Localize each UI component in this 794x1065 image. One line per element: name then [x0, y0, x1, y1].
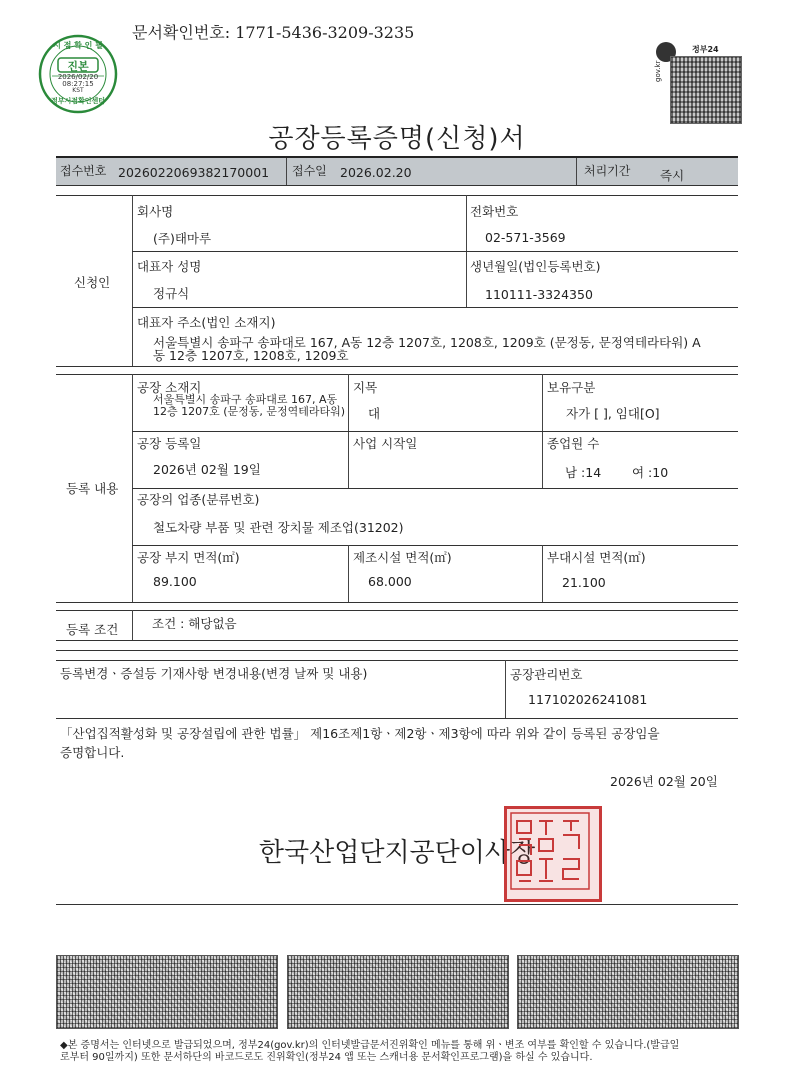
verification-barcode-1	[56, 955, 278, 1029]
doc-confirm-value: 1771-5436-3209-3235	[235, 23, 415, 42]
processing-period-label: 처리기간	[584, 164, 631, 178]
site-area-label: 공장 부지 면적(㎡)	[137, 550, 240, 565]
aux-area: 21.100	[562, 575, 606, 590]
representative-name: 정규식	[153, 286, 190, 301]
company-name: (주)태마루	[153, 231, 212, 246]
verification-barcode-2	[287, 955, 509, 1029]
birth-label: 생년월일(법인등록번호)	[470, 259, 601, 274]
aux-area-label: 부대시설 면적(㎡)	[547, 550, 646, 565]
birth-number: 110111-3324350	[485, 287, 593, 302]
receipt-date: 2026.02.20	[340, 165, 412, 180]
certification-date: 2026년 02월 20일	[610, 774, 718, 789]
footer-note-line-2: 로부터 90일까지) 또한 문서하단의 바코드로도 진위확인(정부24 앱 또는 스캐너용 문서확인프로그램)을 하실 수 있습니다.	[60, 1052, 593, 1063]
address-line-2: 동 12층 1207호, 1208호, 1209호	[153, 348, 349, 363]
verification-barcode-3	[517, 955, 739, 1029]
registration-section-label: 등록 내용	[66, 481, 119, 496]
representative-label: 대표자 성명	[137, 259, 202, 274]
ownership-label: 보유구분	[547, 380, 596, 395]
stamp-tz: KST	[72, 87, 84, 94]
company-label: 회사명	[137, 204, 174, 219]
land-category: 대	[368, 406, 381, 421]
stamp-center-text: 진본	[67, 60, 89, 73]
doc-confirm-number: 문서확인번호: 1771-5436-3209-3235	[132, 23, 415, 42]
ownership-value: 자가 [ ], 임대[O]	[566, 406, 660, 421]
mgmt-number: 117102026241081	[528, 692, 648, 707]
applicant-section-label: 신청인	[74, 275, 111, 290]
land-category-label: 지목	[353, 380, 378, 395]
industry-value: 철도차량 부품 및 관련 장치물 제조업(31202)	[153, 520, 404, 535]
factory-location: 서울특별시 송파구 송파대로 167, A동 12층 1207호 (문정동, 문정역테라타워)	[153, 393, 346, 418]
business-start-label: 사업 시작일	[353, 436, 418, 451]
phone-label: 전화번호	[470, 204, 519, 219]
phone-number: 02-571-3569	[485, 230, 566, 245]
mfg-area: 68.000	[368, 574, 412, 589]
site-area: 89.100	[153, 574, 197, 589]
gov24-qr-code	[670, 56, 742, 124]
receipt-date-label: 접수일	[292, 164, 327, 178]
stamp-top-text: 시 점 확 인 필	[53, 41, 103, 50]
employees-female: 여 :10	[632, 465, 669, 480]
registration-date: 2026년 02월 19일	[153, 462, 261, 477]
gov24-domain: gov.kr	[654, 60, 662, 82]
mfg-area-label: 제조시설 면적(㎡)	[353, 550, 452, 565]
receipt-number-label: 접수번호	[60, 164, 107, 178]
document-title: 공장등록증명(신청)서	[268, 124, 526, 154]
receipt-number: 2026022069382170001	[118, 165, 270, 180]
address-line-1: 서울특별시 송파구 송파대로 167, A동 12층 1207호, 1208호, 1209호 (문정동, 문정역테라타워) A	[153, 335, 701, 350]
seal-pattern-icon	[507, 809, 593, 893]
stamp-date: 2026/02/20	[57, 73, 99, 81]
factory-location-label: 공장 소재지	[137, 380, 202, 395]
certification-line-2: 증명합니다.	[60, 745, 125, 760]
registration-date-label: 공장 등록일	[137, 436, 202, 451]
issuer-name: 한국산업단지공단이사장	[258, 838, 536, 868]
condition-section-label: 등록 조건	[66, 622, 119, 637]
industry-label: 공장의 업종(분류번호)	[137, 492, 260, 507]
employees-male: 남 :14	[565, 465, 602, 480]
stamp-time: 08:27:15	[62, 80, 94, 88]
authenticity-stamp	[38, 34, 118, 114]
official-seal	[504, 806, 602, 902]
condition-text: 조건 : 해당없음	[152, 616, 237, 631]
changes-label: 등록변경ㆍ증설등 기재사항 변경내용(변경 날짜 및 내용)	[60, 666, 368, 681]
certification-line-1: 「산업집적활성화 및 공장설립에 관한 법률」 제16조제1항ㆍ제2항ㆍ제3항에 따라 위와 같이 등록된 공장임을	[60, 726, 660, 741]
employees-label: 종업원 수	[547, 436, 600, 451]
footer-note-line-1: ◆본 증명서는 인터넷으로 발급되었으며, 정부24(gov.kr)의 인터넷발급문서진위확인 메뉴를 통해 위ㆍ변조 여부를 확인할 수 있습니다.(발급일	[60, 1040, 680, 1051]
mgmt-number-label: 공장관리번호	[510, 667, 583, 682]
processing-period: 즉시	[660, 168, 685, 183]
gov24-brand: 정부24	[692, 45, 719, 54]
address-label: 대표자 주소(법인 소재지)	[137, 315, 276, 330]
stamp-bottom-text: 정부시점확인센터	[50, 97, 106, 105]
